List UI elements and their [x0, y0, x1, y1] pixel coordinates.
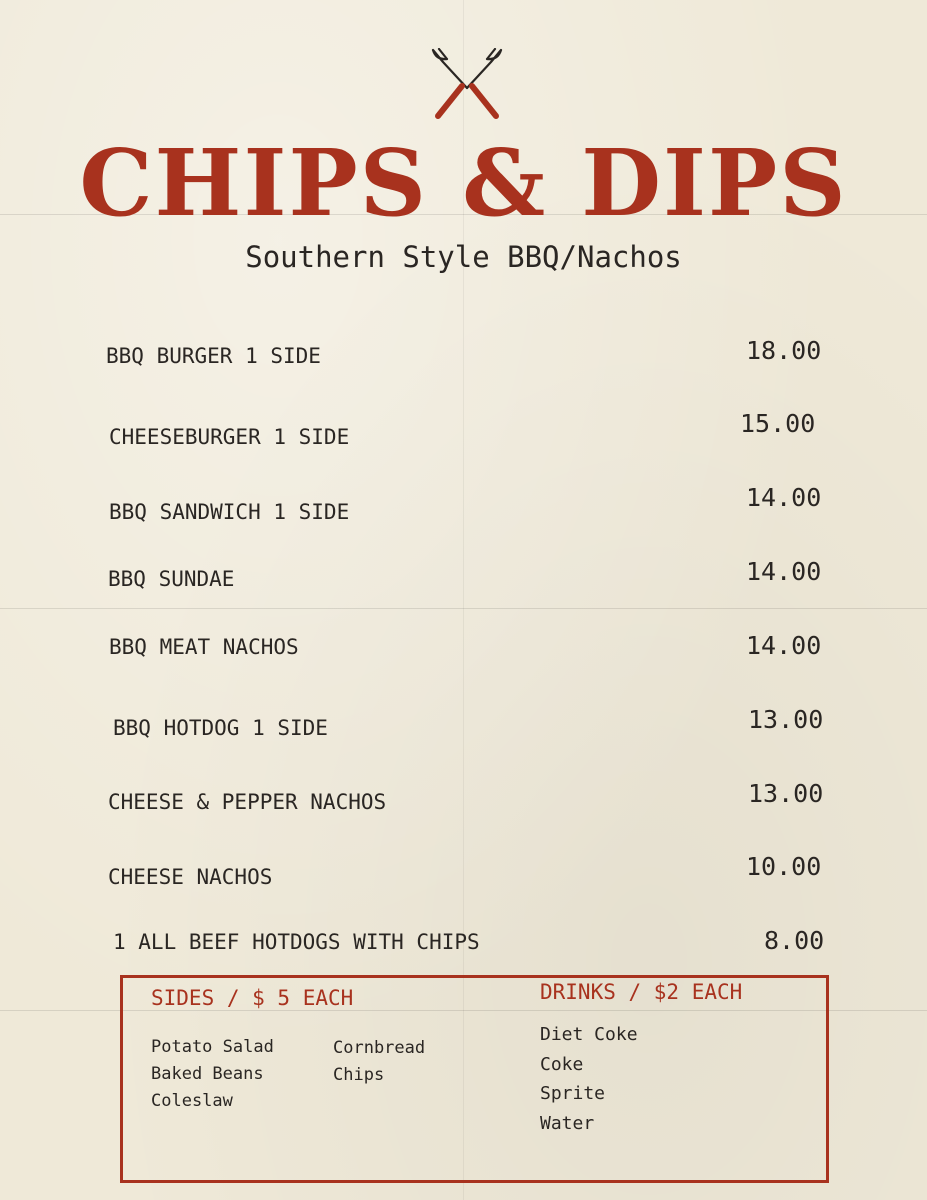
menu-item-price: 14.00: [746, 631, 822, 660]
side-item: Cornbread: [333, 1038, 426, 1058]
drink-item: Coke: [540, 1053, 584, 1075]
sides-heading: SIDES / $ 5 EACH: [151, 986, 354, 1010]
menu-item-price: 14.00: [746, 483, 822, 512]
menu-item-price: 14.00: [746, 557, 822, 586]
menu-item-name: BBQ MEAT NACHOS: [109, 635, 299, 659]
restaurant-subtitle: Southern Style BBQ/Nachos: [245, 240, 682, 274]
sides-list: [151, 1034, 274, 1115]
side-item: Coleslaw: [151, 1091, 233, 1111]
crossed-forks-icon: [430, 48, 504, 122]
menu-item-price: 13.00: [748, 705, 824, 734]
sides-and-drinks-box: [120, 975, 829, 1183]
menu-item-name: BBQ HOTDOG 1 SIDE: [113, 716, 328, 740]
drink-item: Sprite: [540, 1083, 606, 1104]
menu-item-name: BBQ SANDWICH 1 SIDE: [109, 500, 350, 524]
menu-item-name: CHEESE NACHOS: [108, 865, 273, 889]
menu-item-price: 15.00: [740, 409, 816, 438]
menu-item-price: 18.00: [746, 336, 822, 365]
side-item: Baked Beans: [151, 1064, 264, 1084]
menu-item-price: 13.00: [748, 779, 824, 808]
side-item: Chips: [333, 1065, 385, 1085]
drinks-heading: DRINKS / $2 EACH: [540, 980, 743, 1004]
menu-item-name: CHEESE & PEPPER NACHOS: [108, 790, 387, 814]
drink-item: Diet Coke: [540, 1024, 638, 1045]
menu-item-name: BBQ BURGER 1 SIDE: [106, 344, 321, 368]
menu-item-price: 8.00: [764, 926, 825, 955]
menu-item-price: 10.00: [746, 852, 822, 881]
drinks-list: [540, 1020, 638, 1138]
menu-item-name: BBQ SUNDAE: [108, 567, 235, 591]
restaurant-title: CHIPS & DIPS: [79, 129, 848, 237]
menu-item-name: 1 ALL BEEF HOTDOGS WITH CHIPS: [113, 930, 480, 954]
side-item: Potato Salad: [151, 1037, 274, 1057]
drink-item: Water: [540, 1112, 595, 1134]
menu-item-name: CHEESEBURGER 1 SIDE: [109, 425, 350, 449]
sides-list: [333, 1035, 425, 1089]
